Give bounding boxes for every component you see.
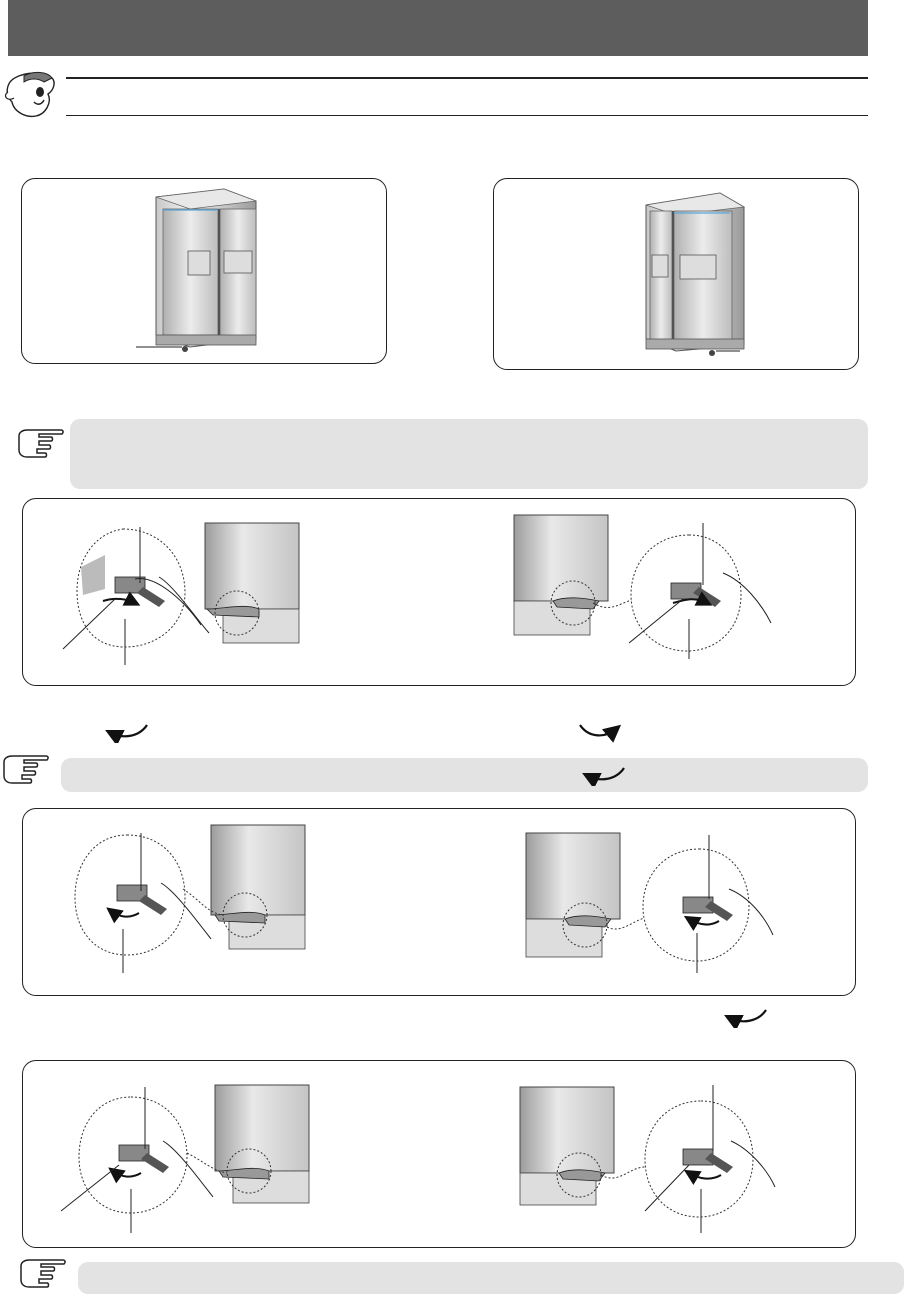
curved-arrow-left-icon [582, 764, 628, 786]
right-leveling-closeup [645, 1085, 775, 1233]
panel-overview-left [21, 178, 387, 364]
left-door-bottom-view [205, 523, 299, 643]
pointing-hand-icon [17, 1258, 67, 1290]
title-rule-top [66, 77, 868, 79]
right-door-bottom-view [526, 833, 651, 957]
panel-step-1 [22, 498, 856, 686]
right-leveling-closeup [643, 835, 773, 973]
mascot-icon [4, 68, 60, 122]
left-leveling-closeup [63, 527, 209, 665]
pointing-hand-icon [15, 428, 65, 460]
right-door-bottom-view [520, 1087, 645, 1205]
curved-arrow-left-icon [724, 1006, 770, 1028]
header-bar [8, 0, 868, 56]
panel-step-2 [22, 808, 856, 996]
refrigerator-right-illustration [494, 179, 858, 369]
pointing-hand-icon [0, 754, 50, 786]
left-door-bottom-view [183, 825, 305, 949]
note-box-3 [78, 1262, 904, 1294]
curved-arrow-right-icon [576, 721, 622, 743]
left-leveling-closeup [75, 833, 211, 973]
panel-step-3 [22, 1060, 856, 1248]
curved-arrow-left-icon [105, 721, 151, 743]
panel-overview-right [493, 178, 859, 370]
left-leveling-closeup [61, 1087, 213, 1233]
title-rule-bottom [66, 115, 868, 116]
refrigerator-left-illustration [22, 179, 386, 363]
right-door-bottom-view [514, 515, 639, 635]
left-door-bottom-view [187, 1085, 309, 1203]
right-leveling-closeup [629, 523, 771, 659]
note-box-2 [61, 758, 868, 792]
note-box-1 [70, 419, 868, 489]
